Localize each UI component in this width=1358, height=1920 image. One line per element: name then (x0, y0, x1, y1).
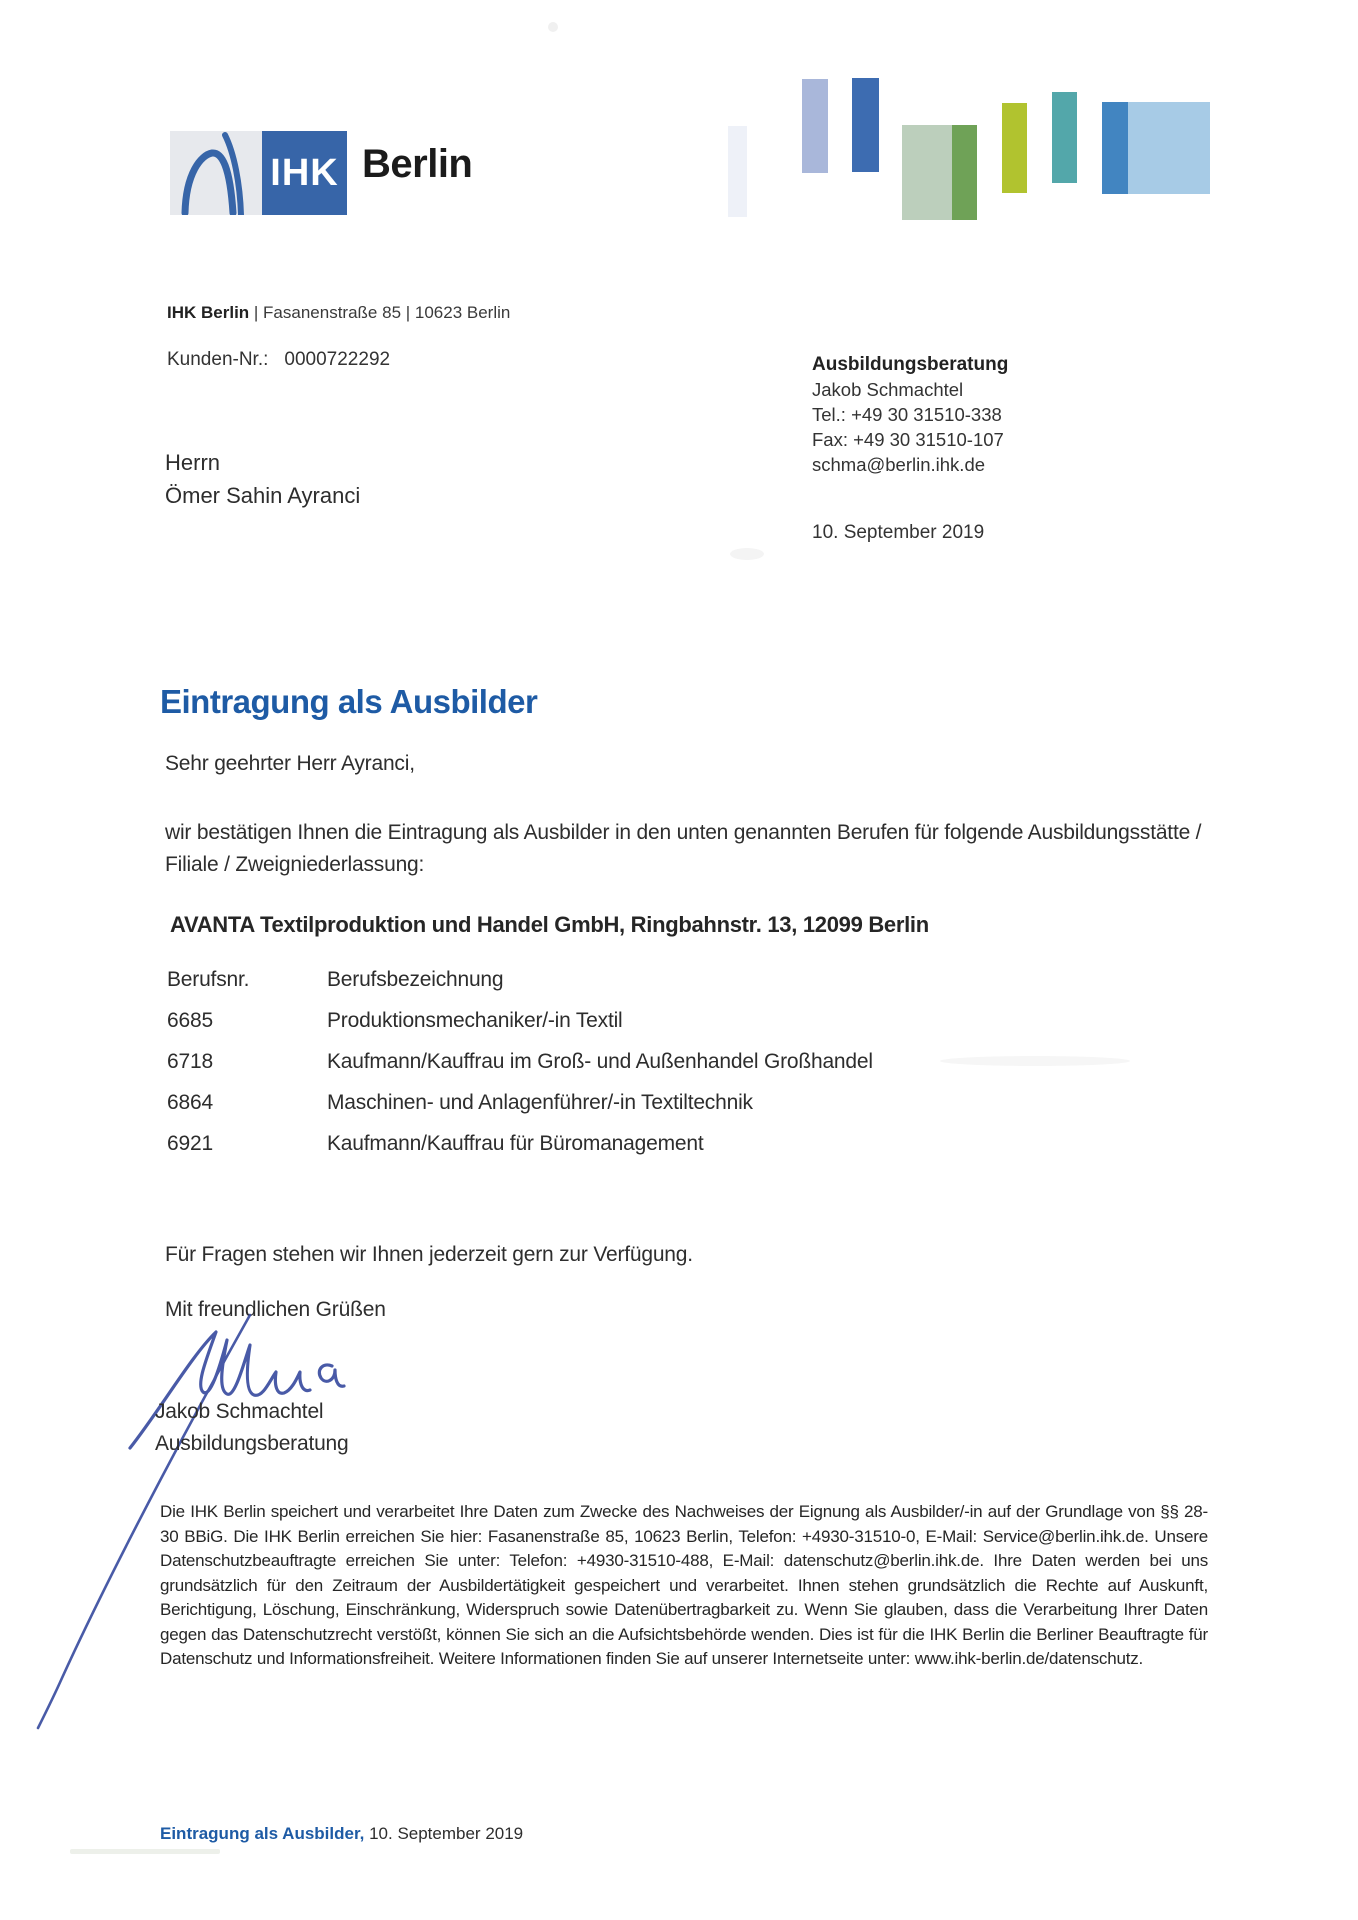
signer-block (155, 1396, 349, 1460)
sender-address: | Fasanenstraße 85 | 10623 Berlin (249, 303, 511, 322)
table-cell-title: Kaufmann/Kauffrau im Groß- und Außenhandel Großhandel (327, 1050, 873, 1073)
ihk-arch-icon (170, 131, 262, 215)
intro-paragraph: wir bestätigen Ihnen die Eintragung als Ausbilder in den unten genannten Berufen für folgende Ausbildungsstätte / Filiale / Zweigniederlassung: (165, 821, 1202, 876)
recipient-salutation: Herrn (165, 450, 221, 475)
contact-block (812, 352, 1008, 477)
letter-date: 10. September 2019 (812, 522, 985, 543)
scan-artifact (730, 548, 764, 560)
decor-bar (902, 125, 952, 220)
recipient-name: Ömer Sahin Ayranci (165, 483, 361, 508)
company-line: AVANTA Textilproduktion und Handel GmbH, Ringbahnstr. 13, 12099 Berlin (170, 912, 929, 937)
decor-bar (802, 79, 828, 173)
page-footer (160, 1824, 523, 1844)
scan-artifact (70, 1849, 220, 1854)
table-cell-code: 6864 (167, 1091, 213, 1114)
privacy-notice: Die IHK Berlin speichert und verarbeitet Ihre Daten zum Zwecke des Nachweises der Eignung als Ausbilder/-in auf der Grundlage von §§ 28-30 BBiG. Die IHK Berlin erreichen Sie hier: Fasanenstraße 85, 10623 Berlin, Telefon: +4930-31510-0, E-Mail: Service@berlin.ihk.de. Unsere Datenschutzbeauftragte erreichen Sie unter: Telefon: +4930-31510-488, E-Mail: datenschutz@berlin.ihk.de. Ihre Daten werden bei uns grundsätzlich für den Zeitraum der Ausbildertätigkeit gespeichert und verarbeitet. Ihnen stehen grundsätzlich die Rechte auf Auskunft, Berichtigung, Löschung, Einschränkung, Widerspruch sowie Datenübertragbarkeit zu. Wenn Sie glauben, dass die Verarbeitung Ihrer Daten gegen das Datenschutzrecht verstößt, können Sie sich an die Aufsichtsbehörde wenden. Dies ist für die IHK Berlin die Berliner Beauftragte für Datenschutz und Informationsfreiheit. Weitere Informationen finden Sie auf unserer Internetseite unter: www.ihk-berlin.de/datenschutz. (160, 1502, 1208, 1668)
ihk-logo-text: IHK (270, 151, 339, 194)
salutation-line: Sehr geehrter Herr Ayranci, (165, 752, 415, 775)
sender-line (167, 303, 510, 323)
table-cell-code: 6685 (167, 1009, 213, 1032)
decor-bar (1052, 92, 1077, 183)
table-cell-title: Maschinen- und Anlagenführer/-in Textiltechnik (327, 1091, 753, 1114)
footer-title: Eintragung als Ausbilder, (160, 1824, 365, 1843)
footer-date: 10. September 2019 (364, 1824, 524, 1843)
contact-tel: Tel.: +49 30 31510-338 (812, 404, 1002, 425)
recipient-block (165, 446, 360, 512)
signer-role: Ausbildungsberatung (155, 1432, 349, 1455)
closing-line: Für Fragen stehen wir Ihnen jederzeit gern zur Verfügung. (165, 1243, 693, 1266)
contact-name: Jakob Schmachtel (812, 379, 964, 400)
logo-city-label: Berlin (362, 142, 473, 186)
table-header-berufsbezeichnung: Berufsbezeichnung (327, 968, 504, 991)
professions-table (167, 968, 873, 1156)
customer-number-value: 0000722292 (284, 349, 391, 370)
scan-artifact (548, 22, 558, 32)
signer-name: Jakob Schmachtel (155, 1400, 324, 1423)
contact-fax: Fax: +49 30 31510-107 (812, 429, 1004, 450)
decor-bar (1128, 102, 1210, 194)
ihk-logo-block (262, 131, 347, 215)
table-header-berufsnr: Berufsnr. (167, 968, 250, 991)
table-cell-code: 6921 (167, 1132, 213, 1155)
customer-number-label: Kunden-Nr.: (167, 349, 269, 370)
decor-bar (952, 125, 977, 220)
table-cell-code: 6718 (167, 1050, 213, 1073)
ihk-logo (170, 131, 347, 215)
table-cell-title: Kaufmann/Kauffrau für Büromanagement (327, 1132, 704, 1155)
decor-bar (1102, 102, 1128, 194)
scan-artifact (940, 1056, 1130, 1066)
contact-department: Ausbildungsberatung (812, 354, 1009, 375)
sender-name: IHK Berlin (167, 303, 250, 322)
greeting-line: Mit freundlichen Grüßen (165, 1298, 386, 1321)
decor-bar (1002, 103, 1027, 193)
contact-email: schma@berlin.ihk.de (812, 454, 986, 475)
decor-bar (852, 78, 879, 172)
customer-number-line (167, 349, 390, 371)
table-cell-title: Produktionsmechaniker/-in Textil (327, 1009, 623, 1032)
decor-bar (728, 126, 747, 217)
letter-subject: Eintragung als Ausbilder (160, 683, 538, 720)
